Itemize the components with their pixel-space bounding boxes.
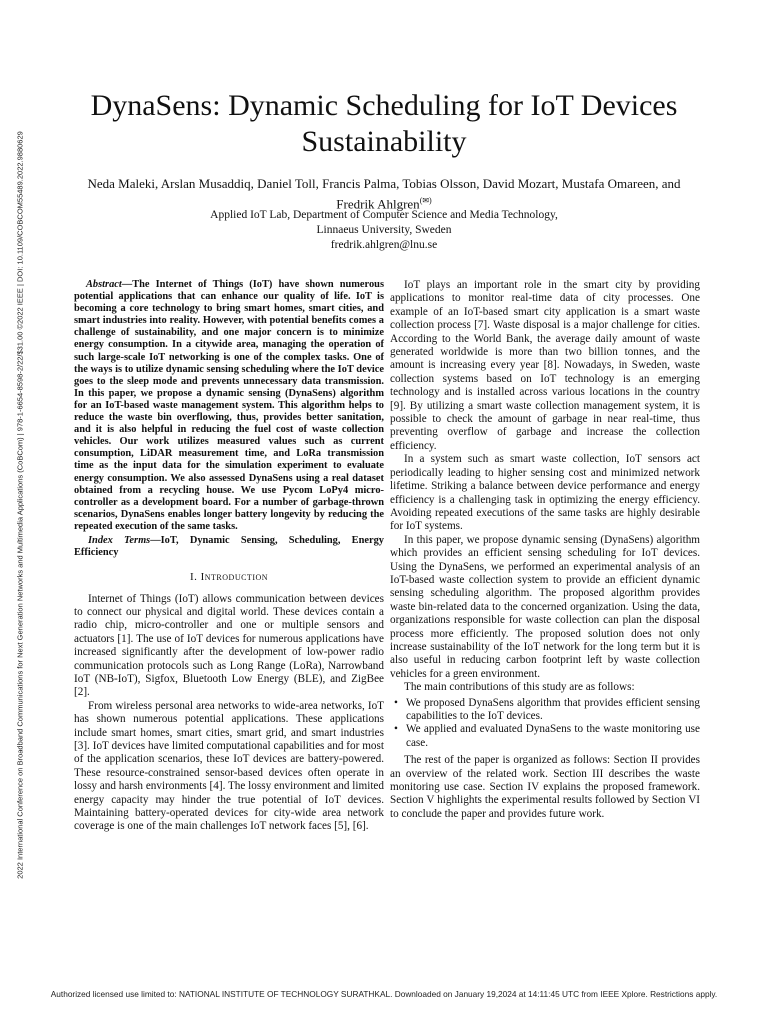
paper-title: DynaSens: Dynamic Scheduling for IoT Devices Sustainability	[90, 89, 678, 158]
abstract	[74, 279, 384, 533]
corresponding-author-mark: (✉)	[419, 196, 432, 205]
contributions-intro: The main contributions of this study are as follows:	[404, 681, 635, 694]
side-metadata	[0, 0, 40, 1024]
abstract-text: —The Internet of Things (IoT) have shown numerous potential applications that can enhance our quality of life. IoT is becoming a core technology to bring smart homes, smart cities, and smart industries into reality. However, with potential benefits comes a challenge of sustainability, and one major concern is to minimize energy consumption. In a citywide area, managing the operation of such large-scale IoT networking is one of the complex tasks. One of the ways is to utilize dynamic sensing scheduling where the IoT device goes to the sleep mode and prevents unnecessary data transmission. In this paper, we propose a dynamic sensing (DynaSens) algorithm for an IoT-based waste management system. This algorithm helps to reduce the waste bin overflowing, thus, provides better sanitation, and it is also helpful in reducing the fuel cost of waste collection vehicles. Our work utilizes measured values such as current consumption, LiDAR measurement time, and LoRa transmission time as the input data for the simulation experiment to evaluate energy consumption. We also assessed DynaSens using a real dataset obtained from a recycling house. We use Pycom LoPy4 micro-controller as a development board. For a number of garbage-thrown scenarios, DynaSens enables longer battery longevity by reducing the repeated execution of the same tasks.	[74, 279, 384, 532]
abstract-lead: Abstract	[86, 279, 122, 290]
contributions-list	[390, 697, 700, 751]
organization-paragraph: The rest of the paper is organized as follows: Section II provides an overview of the related work. Section III describes the waste monitoring use case. Section IV explains the proposed framework. Section V highlights the experimental results followed by Section VI to conclude the paper and provides future work.	[390, 754, 700, 820]
left-column	[74, 279, 384, 834]
author-names: Neda Maleki, Arslan Musaddiq, Daniel Toll, Francis Palma, Tobias Olsson, David Mozart, Mustafa Omareen, and Fredrik Ahlgren	[87, 176, 681, 212]
right-column	[390, 279, 700, 821]
intro-paragraph: From wireless personal area networks to wide-area networks, IoT has shown numerous potential applications. These applications include smart homes, smart cities, smart grid, and smart industries [3]. IoT devices have limited computational capabilities and for most of the application scenarios, these IoT devices are battery-powered. These resource-constrained sensor-based devices often operate in lossy and harsh environments [4]. The lossy environment and limited energy capacity may hinder the true potential of IoT devices. Maintaining battery-operated devices for city-wide area network coverage is one of the main challenges IoT network faces [5], [6].	[74, 699, 384, 833]
affiliation	[70, 208, 698, 253]
body-paragraph: In a system such as smart waste collection, IoT sensors act periodically leading to higher sensing cost and minimized network lifetime. Striking a balance between device performance and energy efficiency is a challenging task in optimizing the energy efficiency. Avoiding repeated executions of the same tasks are highly desirable for IoT systems.	[390, 453, 700, 533]
body-paragraph: IoT plays an important role in the smart city by providing applications to monitor real-time data of city processes. One example of an IoT-based smart city application is a smart waste collection process [7]. Waste disposal is a major challenge for cities. According to the World Bank, the average daily amount of waste generated worldwide is more than two billion tonnes, and the amount is increasing every year [8]. Nowadays, in Sweden, waste collection systems based on IoT technology is an emerging technology and is installed across various locations in the country [9]. By utilizing a smart waste collection management system, it is possible to check the amount of garbage in near real-time, thus preventing overflow of garbage and increase the collection efficiency.	[390, 279, 700, 452]
section-heading-introduction: I. Introduction	[189, 571, 269, 584]
contribution-item: • We proposed DynaSens algorithm that provides efficient sensing capabilities to the IoT devices.	[390, 697, 700, 724]
intro-paragraph: Internet of Things (IoT) allows communication between devices to connect our physical and digital world. These devices contain a radio chip, micro-controller and one or multiple sensors and actuators [1]. The use of IoT devices for numerous applications have increased significantly after the development of low-power radio communication protocols such as Long Range (LoRa), Narrowband IoT (NB-IoT), Sigfox, Bluetooth Low Energy (BLE), and ZigBee [2].	[74, 592, 384, 699]
license-footer: Authorized licensed use limited to: NATIONAL INSTITUTE OF TECHNOLOGY SURATHKAL. Downloaded on January 19,2024 at 14:11:45 UTC from IEEE Xplore. Restrictions apply.	[50, 989, 718, 999]
affiliation-line-1: Applied IoT Lab, Department of Computer Science and Media Technology,	[210, 209, 558, 221]
index-terms-text: —IoT, Dynamic Sensing, Scheduling, Energy Efficiency	[74, 534, 384, 559]
affiliation-line-2: Linnaeus University, Sweden	[316, 224, 452, 236]
author-list	[70, 175, 698, 212]
index-terms-lead: Index Terms	[88, 534, 151, 546]
body-paragraph: In this paper, we propose dynamic sensing (DynaSens) algorithm which provides an efficient sensing scheduling for IoT devices. Using the DynaSens, we performed an experimental analysis of an IoT-based waste collection system to provide an efficient dynamic sensing scheduling algorithm. The proposed algorithm provides waste bin-related data to the concerned organization. Using the data, organizations responsible for waste collection can plan the disposal process more efficiently. The proposed solution does not only increase sustainability of the IoT network for the long term but it is also useful in reducing carbon footprint left by waste collection vehicles for a green environment.	[390, 533, 700, 680]
affiliation-email: fredrik.ahlgren@lnu.se	[330, 239, 438, 251]
index-terms	[74, 535, 384, 559]
side-metadata-text: 2022 International Conference on Broadband Communications for Next Generation Networks and Multimedia Applications (CoBCom) | 978-1-6654-8598-2/22/$31.00 ©2022 IEEE | DOI: 10.1109/COBCOM55489.2022.9880629	[15, 131, 25, 879]
contribution-item: • We applied and evaluated DynaSens to the waste monitoring use case.	[390, 723, 700, 750]
